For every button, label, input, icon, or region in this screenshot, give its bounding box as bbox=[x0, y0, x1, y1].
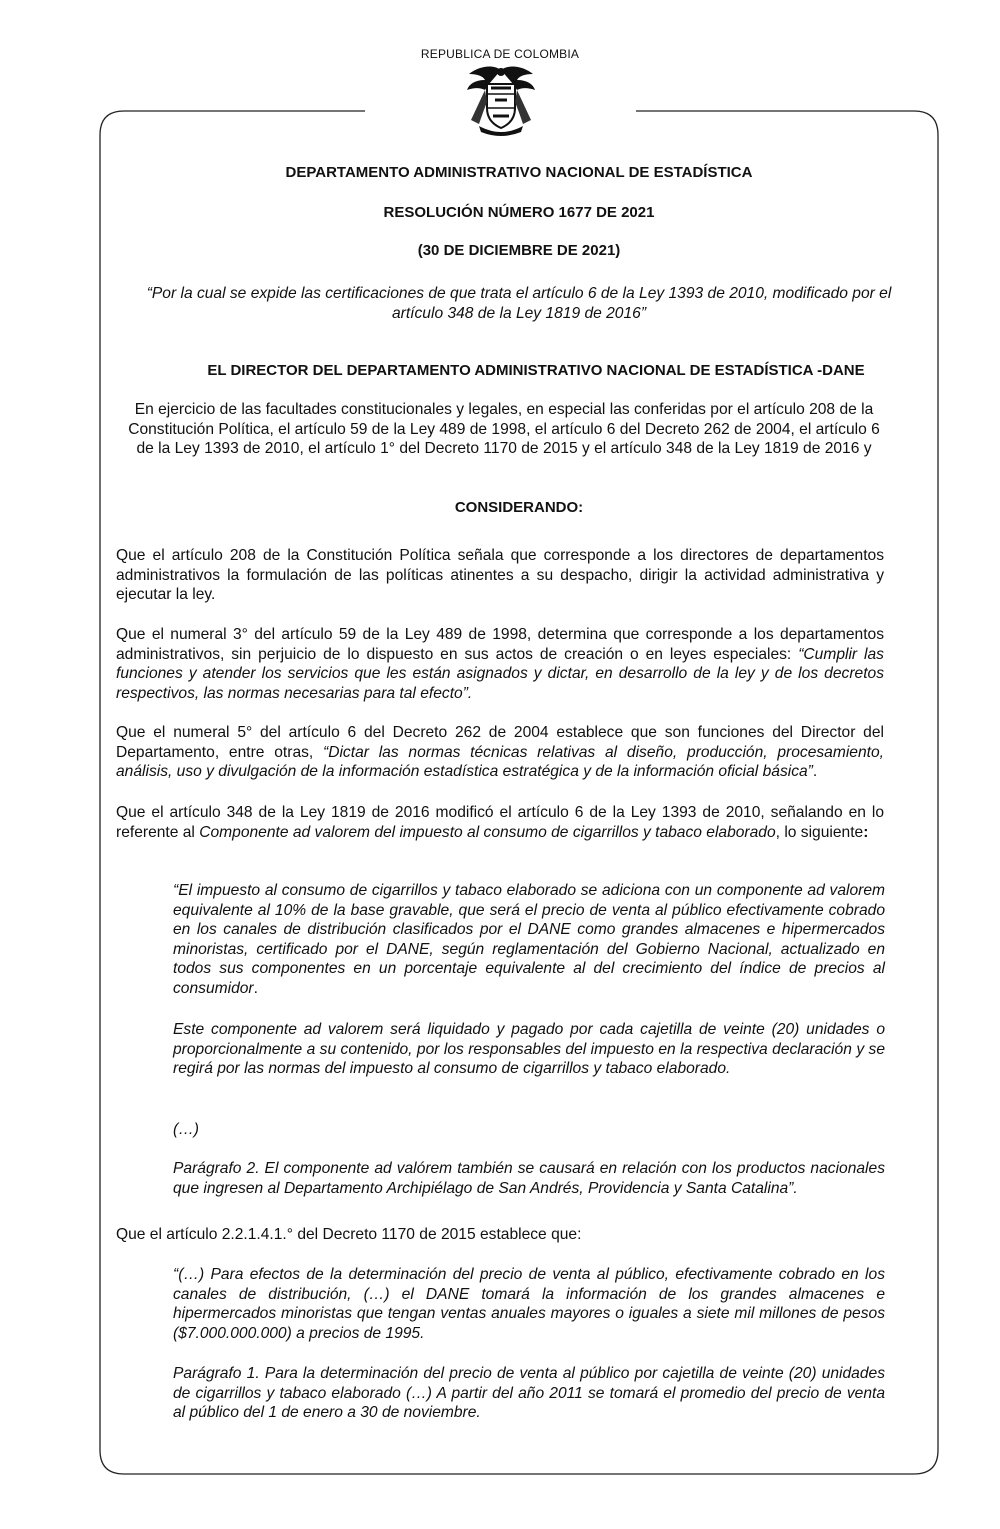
paragraph-5: Que el artículo 2.2.1.4.1.° del Decreto 1170 de 2015 establece que: bbox=[116, 1226, 582, 1243]
quote-decree-1170: “(…) Para efectos de la determinación del precio de venta al público, efectivamente cobrado en los canales de distribución, (…) el DANE tomará la información de los grandes almacenes e hipermercados minoristas que tengan ventas anuales mayores o iguales a siete mil millones de pesos ($7.000.000.000) a precios de 1995. bbox=[173, 1266, 885, 1342]
quote-paragraph-2: Parágrafo 2. El componente ad valórem también se causará en relación con los productos nacionales que ingresen al Departamento Archipiélago de San Andrés, Providencia y Santa Catalina”. bbox=[173, 1160, 885, 1197]
paragraph-4-end: , lo siguiente bbox=[775, 823, 864, 841]
paragraph-2-quote: “Cumplir las funciones y atender los servicios que les están asignados y dictar, en desarrollo de la ley y de los decretos respectivos, las normas necesarias para tal efecto”. bbox=[116, 645, 884, 702]
paragraph-3-text: Que el numeral 5° del artículo 6 del Decreto 262 de 2004 establece que son funciones del Director del Departamento, entre otras, bbox=[116, 724, 884, 761]
resolution-date: (30 DE DICIEMBRE DE 2021) bbox=[417, 242, 621, 259]
considering-heading: CONSIDERANDO: bbox=[454, 499, 584, 516]
quote-ad-valorem: Este componente ad valorem será liquidado y pagado por cada cajetilla de veinte (20) unidades o proporcionalmente a su contenido, por los responsables del impuesto en la respectiva declaración y se regirá por las normas del impuesto al consumo de cigarrillos y tabaco elaborado. bbox=[173, 1021, 885, 1077]
country-header: REPUBLICA DE COLOMBIA bbox=[420, 47, 580, 61]
coat-of-arms-icon bbox=[465, 62, 537, 138]
paragraph-4-colon: : bbox=[863, 823, 869, 841]
paragraph-1: Que el artículo 208 de la Constitución Política señala que corresponde a los directores de departamentos administrativos la formulación de las políticas atinentes a su despacho, dirigir la actividad administrativa y ejecutar la ley. bbox=[116, 547, 884, 603]
quote-law-1819-end: . bbox=[253, 979, 258, 997]
paragraph-2-text: Que el numeral 3° del artículo 59 de la Ley 489 de 1998, determina que corresponde a los departamentos administrativos, sin perjuicio de lo dispuesto en sus actos de creación o en leyes especiales: bbox=[116, 626, 884, 663]
quote-decree-paragraph-1: Parágrafo 1. Para la determinación del precio de venta al público por cajetilla de veinte (20) unidades de cigarrillos y tabaco elaborado (…) A partir del año 2011 se tomará el promedio del precio de venta al público del 1 de enero a 30 de noviembre. bbox=[173, 1365, 885, 1421]
quote-law-1819 bbox=[173, 881, 885, 998]
paragraph-3-end: . bbox=[812, 763, 818, 780]
quote-law-1819-text: “El impuesto al consumo de cigarrillos y tabaco elaborado se adiciona con un componente ad valorem equivalente al 10% de la base gravable, que será el precio de venta al público efectivamente cobrado en los canales de distribución clasificados por el DANE como grandes almacenes e hipermercados minoristas, certificado por el DANE, según reglamentación del Gobierno Nacional, actualizado en todos sus componentes en un porcentaje equivalente al del crecimiento del índice de precios al consumidor bbox=[173, 882, 885, 997]
paragraph-4 bbox=[116, 803, 884, 842]
resolution-subject: “Por la cual se expide las certificaciones de que trata el artículo 6 de la Ley 1393 de 2010, modificado por el artículo 348 de la Ley 1819 de 2016” bbox=[146, 285, 892, 322]
paragraph-2 bbox=[116, 625, 884, 703]
quote-ellipsis: (…) bbox=[173, 1121, 199, 1138]
paragraph-3 bbox=[116, 723, 884, 782]
department-title: DEPARTAMENTO ADMINISTRATIVO NACIONAL DE ESTADÍSTICA bbox=[285, 164, 753, 181]
paragraph-4-text: Que el artículo 348 de la Ley 1819 de 2016 modificó el artículo 6 de la Ley 1393 de 2010, señalando en lo referente al bbox=[116, 804, 884, 841]
director-title: EL DIRECTOR DEL DEPARTAMENTO ADMINISTRATIVO NACIONAL DE ESTADÍSTICA -DANE bbox=[207, 362, 865, 379]
paragraph-4-italic: Componente ad valorem del impuesto al consumo de cigarrillos y tabaco elaborado bbox=[199, 823, 776, 841]
resolution-number: RESOLUCIÓN NÚMERO 1677 DE 2021 bbox=[383, 204, 655, 221]
legal-powers: En ejercicio de las facultades constitucionales y legales, en especial las conferidas por el artículo 208 de la Constitución Política, el artículo 59 de la Ley 489 de 1998, el artículo 6 del Decreto 262 de 2004, el artículo 6 de la Ley 1393 de 2010, el artículo 1° del Decreto 1170 de 2015 y el artículo 348 de la Ley 1819 de 2016 y bbox=[128, 401, 880, 457]
paragraph-3-quote: “Dictar las normas técnicas relativas al diseño, producción, procesamiento, análisis, uso y divulgación de la información estadística estratégica y de la información oficial básica” bbox=[116, 743, 884, 780]
